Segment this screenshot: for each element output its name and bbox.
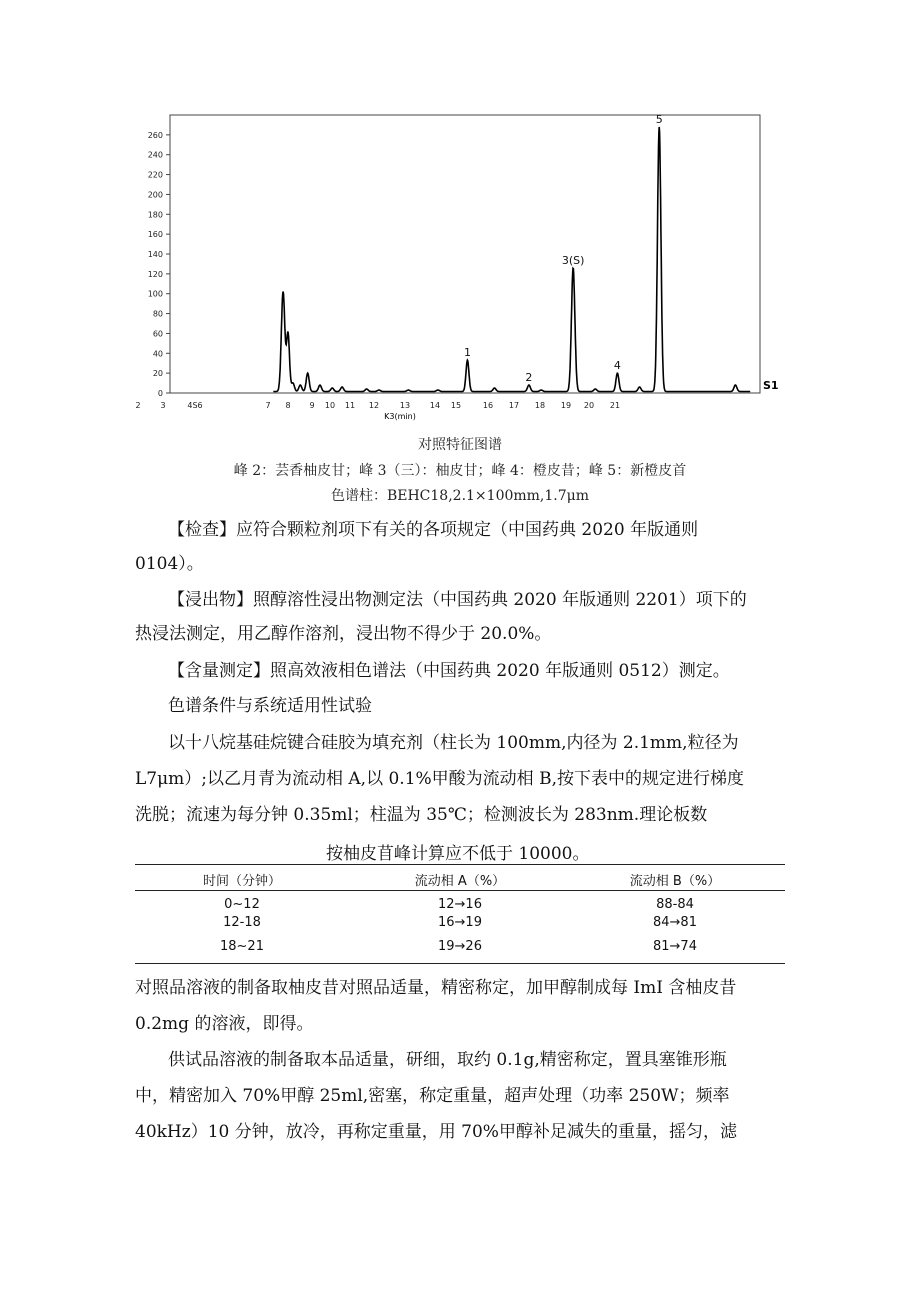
table-cell: 18~21 (220, 939, 264, 954)
peak-label: 5 (655, 112, 663, 126)
check-paragraph-line2: 0104）。 (135, 554, 204, 574)
sample-prep-line2: 中，精密加入 70%甲醇 25ml,密塞，称定重量，超声处理（功率 250W；频率 (135, 1086, 730, 1106)
x-tick-label: 16 (482, 401, 494, 410)
check-paragraph-line1: 【检查】应符合颗粒剂项下有关的各项规定（中国药典 2020 年版通则 (168, 520, 699, 540)
conditions-line4: 按柚皮苜峰计算应不低于 10000。 (326, 844, 590, 864)
x-tick-label: 15 (450, 401, 462, 410)
conditions-line2: L7μm）;以乙月青为流动相 A,以 0.1%甲酸为流动相 B,按下表中的规定进行梯度 (135, 769, 744, 789)
x-tick-label: 18 (534, 401, 546, 410)
y-tick-label: 260 (147, 130, 163, 140)
x-tick-label: 7 (265, 401, 271, 410)
table-cell: 88-84 (656, 897, 694, 912)
y-tick-label: 140 (147, 250, 163, 259)
y-tick-label: 0 (157, 389, 163, 398)
y-tick-label: 100 (147, 289, 163, 299)
table-top-rule (135, 864, 785, 865)
x-tick-label: 10 (324, 401, 336, 410)
x-tick-label: 14 (429, 401, 441, 410)
table-cell: 12-18 (223, 915, 261, 930)
table-cell: 19→26 (438, 939, 482, 954)
x-tick-label: 11 (344, 401, 356, 410)
x-tick-label: 3 (160, 401, 166, 410)
extract-paragraph-line1: 【浸出物】照醇溶性浸出物测定法（中国药典 2020 年版通则 2201）项下的 (168, 590, 747, 610)
chromatography-heading: 色谱条件与系统适用性试验 (168, 696, 372, 716)
x-tick-label: 17 (508, 401, 520, 410)
table-header-phase-b: 流动相 B（%） (629, 874, 721, 889)
table-header-phase-a: 流动相 A（%） (414, 874, 506, 889)
y-tick-label: 180 (147, 210, 163, 220)
x-tick-label: 21 (609, 401, 621, 410)
y-tick-label: 80 (152, 309, 163, 319)
table-bottom-rule (135, 963, 785, 964)
x-tick-label: 8 (285, 401, 291, 410)
y-tick-label: 40 (152, 349, 163, 359)
y-tick-label: 240 (147, 150, 163, 160)
peaks-note: 峰 2：芸香柚皮甘；峰 3（三）：柚皮甘；峰 4：橙皮昔；峰 5：新橙皮首 (233, 463, 687, 479)
table-cell: 0~12 (224, 897, 260, 912)
conditions-line1: 以十八烷基硅烷键合硅胶为填充剂（柱长为 100mm,内径为 2.1mm,粒径为 (168, 733, 739, 753)
x-tick-label: 4S6 (187, 401, 203, 410)
y-tick-label: 160 (147, 230, 163, 240)
chromatogram-chart (120, 110, 780, 430)
x-tick-label: 13 (399, 401, 411, 410)
peak-label: 2 (525, 371, 533, 385)
table-cell: 84→81 (653, 915, 697, 930)
x-axis-label: K3(min) (384, 412, 416, 421)
y-tick-label: 60 (152, 329, 163, 339)
peak-label: 1 (463, 346, 471, 360)
y-tick-label: 20 (152, 369, 163, 379)
y-tick-label: 120 (147, 269, 163, 279)
peak-label: 3(S) (561, 253, 585, 267)
y-tick-label: 200 (147, 190, 163, 200)
x-tick-label: 19 (560, 401, 572, 410)
column-note: 色谱柱：BEHC18,2.1×100mm,1.7μm (330, 488, 590, 504)
conditions-line3: 洗脱；流速为每分钟 0.35ml；柱温为 35℃；检测波长为 283nm.理论板数 (135, 805, 708, 825)
chromatogram-trace (273, 127, 750, 392)
assay-paragraph: 【含量测定】照高效液相色谱法（中国药典 2020 年版通则 0512）测定。 (168, 661, 730, 681)
y-tick-label: 220 (147, 170, 163, 180)
reference-prep-line2: 0.2mg 的溶液，即得。 (135, 1014, 314, 1034)
sample-prep-line3: 40kHz）10 分钟，放冷，再称定重量，用 70%甲醇补足减失的重量，摇匀，滤 (135, 1122, 737, 1142)
figure-caption: 对照特征图谱 (418, 437, 502, 453)
table-header-rule (135, 890, 785, 891)
sample-prep-line1: 供试品溶液的制备取本品适量，研细，取约 0.1g,精密称定，置具塞锥形瓶 (168, 1050, 727, 1070)
x-tick-label: 20 (583, 401, 595, 410)
series-label: S1 (763, 379, 779, 393)
peak-label: 4 (613, 359, 621, 373)
x-tick-label: 9 (309, 401, 315, 410)
table-header-time: 时间（分钟） (202, 874, 281, 889)
table-cell: 12→16 (438, 897, 482, 912)
x-tick-label: 2 (135, 401, 141, 410)
table-cell: 81→74 (653, 939, 697, 954)
reference-prep-line1: 对照品溶液的制备取柚皮昔对照品适量，精密称定，加甲醇制成每 ImI 含柚皮昔 (135, 978, 737, 998)
extract-paragraph-line2: 热浸法测定，用乙醇作溶剂，浸出物不得少于 20.0%。 (135, 624, 552, 644)
table-cell: 16→19 (438, 915, 482, 930)
x-tick-label: 12 (368, 401, 380, 410)
